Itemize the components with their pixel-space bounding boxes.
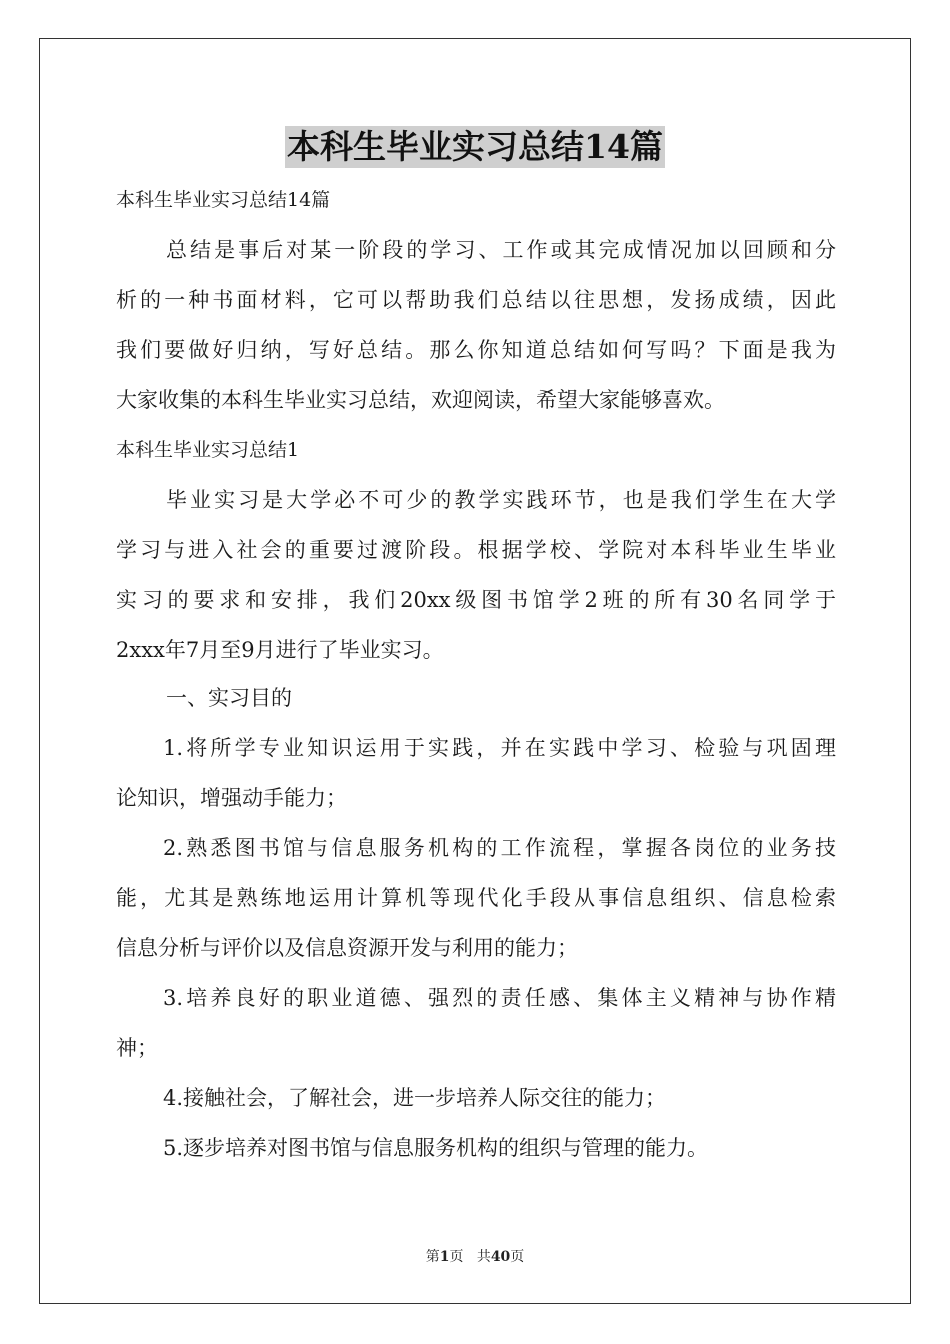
item1-line-1: 1.将所学专业知识运用于实践，并在实践中学习、检验与巩固理 <box>163 736 836 760</box>
para1-line-1: 毕业实习是大学必不可少的教学实践环节，也是我们学生在大学 <box>166 488 836 512</box>
item1-line-2: 论知识，增强动手能力； <box>116 786 347 810</box>
footer-page-suffix: 页 <box>449 1249 464 1265</box>
intro-line-4: 大家收集的本科生毕业实习总结，欢迎阅读，希望大家能够喜欢。 <box>116 388 725 412</box>
para1-line-3: 实习的要求和安排，我们20xx级图书馆学2班的所有30名同学于 <box>116 588 836 612</box>
item3-line-1: 3.培养良好的职业道德、强烈的责任感、集体主义精神与协作精 <box>163 986 836 1010</box>
title-container <box>0 126 950 168</box>
item2-line-3: 信息分析与评价以及信息资源开发与利用的能力； <box>116 936 578 960</box>
intro-line-3: 我们要做好归纳，写好总结。那么你知道总结如何写吗？下面是我为 <box>116 338 836 362</box>
footer-total-suffix: 页 <box>510 1249 525 1265</box>
intro-line-1: 总结是事后对某一阶段的学习、工作或其完成情况加以回顾和分 <box>166 238 836 262</box>
document-subtitle: 本科生毕业实习总结14篇 <box>116 189 331 211</box>
intro-line-2: 析的一种书面材料，它可以帮助我们总结以往思想，发扬成绩，因此 <box>116 288 836 312</box>
page-footer <box>0 1246 950 1266</box>
footer-page-number: 1 <box>439 1249 450 1265</box>
heading-purpose: 一、实习目的 <box>166 686 292 710</box>
para1-line-2: 学习与进入社会的重要过渡阶段。根据学校、学院对本科毕业生毕业 <box>116 538 836 562</box>
page-border <box>39 38 911 1304</box>
footer-total-prefix: 共 <box>476 1249 491 1265</box>
para1-line-4: 2xxx年7月至9月进行了毕业实习。 <box>116 638 444 662</box>
section-title: 本科生毕业实习总结1 <box>116 439 300 461</box>
item2-line-2: 能，尤其是熟练地运用计算机等现代化手段从事信息组织、信息检索 <box>116 886 836 910</box>
item2-line-1: 2.熟悉图书馆与信息服务机构的工作流程，掌握各岗位的业务技 <box>163 836 836 860</box>
footer-total-pages: 40 <box>490 1249 511 1265</box>
item3-line-2: 神； <box>116 1036 158 1060</box>
document-title: 本科生毕业实习总结14篇 <box>287 127 663 166</box>
footer-page-prefix: 第 <box>425 1249 440 1265</box>
item4: 4.接触社会，了解社会，进一步培养人际交往的能力； <box>163 1086 667 1110</box>
item5: 5.逐步培养对图书馆与信息服务机构的组织与管理的能力。 <box>163 1136 709 1160</box>
